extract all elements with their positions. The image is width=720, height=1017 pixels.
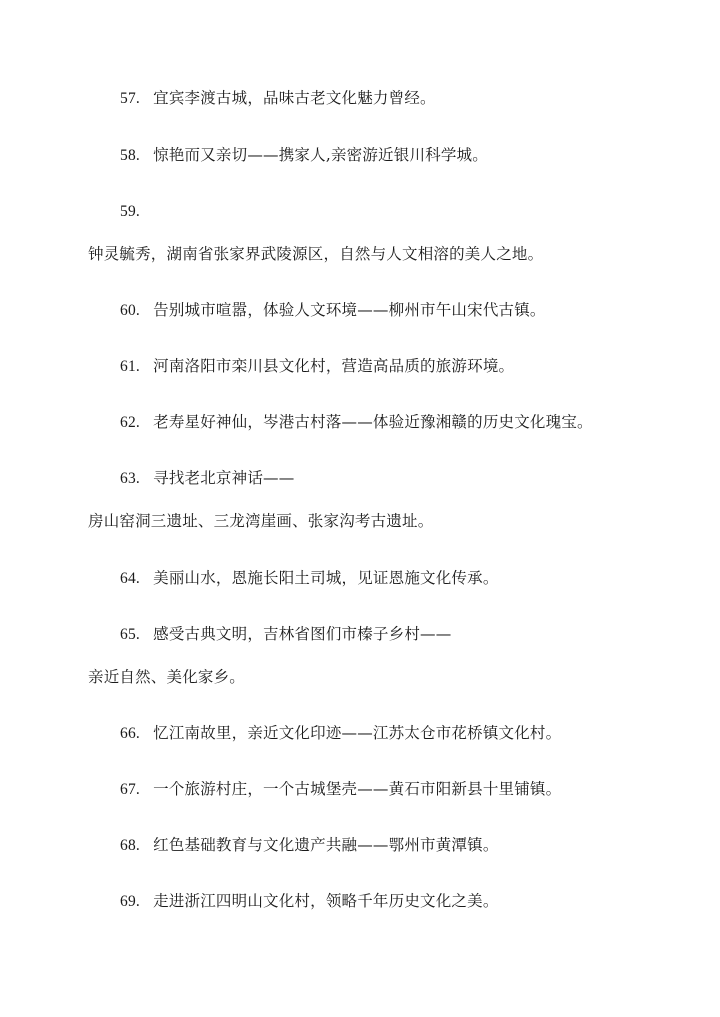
item-number: 64. — [120, 570, 140, 587]
item-text: 美丽山水，恩施长阳土司城，见证恩施文化传承。 — [153, 569, 499, 587]
item-text: 寻找老北京神话—— — [153, 469, 295, 487]
item-text: 感受古典文明，吉林省图们市榛子乡村—— — [153, 625, 452, 643]
list-item — [120, 723, 561, 744]
item-text: 河南洛阳市栾川县文化村，营造高品质的旅游环境。 — [153, 357, 515, 375]
list-item — [120, 300, 546, 321]
list-item — [120, 412, 593, 433]
item-text: 红色基础教育与文化遗产共融——鄂州市黄潭镇。 — [153, 836, 499, 854]
item-continuation: 钟灵毓秀，湖南省张家界武陵源区，自然与人文相溶的美人之地。 — [88, 245, 544, 263]
item-number: 68. — [120, 837, 140, 854]
list-item — [120, 468, 294, 489]
item-number: 66. — [120, 725, 140, 742]
list-item — [120, 568, 499, 589]
list-item — [120, 88, 436, 109]
item-number: 61. — [120, 358, 140, 375]
list-item — [120, 201, 140, 222]
item-number: 59. — [120, 203, 140, 220]
item-text: 忆江南故里，亲近文化印迹——江苏太仓市花桥镇文化村。 — [153, 724, 562, 742]
list-item — [120, 145, 488, 166]
item-text: 告别城市喧嚣，体验人文环境——柳州市午山宋代古镇。 — [153, 301, 546, 319]
list-item — [120, 835, 499, 856]
item-number: 67. — [120, 781, 140, 798]
item-text: 一个旅游村庄，一个古城堡壳——黄石市阳新县十里铺镇。 — [153, 780, 562, 798]
item-continuation: 亲近自然、美化家乡。 — [88, 668, 246, 686]
list-item — [120, 624, 451, 645]
item-number: 57. — [120, 90, 140, 107]
item-text: 宜宾李渡古城，品味古老文化魅力曾经。 — [153, 89, 436, 107]
item-text: 走进浙江四明山文化村，领略千年历史文化之美。 — [153, 892, 499, 910]
list-item — [120, 891, 499, 912]
item-number: 62. — [120, 414, 140, 431]
item-continuation: 房山窑洞三遗址、三龙湾崖画、张家沟考古遗址。 — [88, 512, 434, 530]
item-number: 69. — [120, 893, 140, 910]
item-text: 惊艳而又亲切——携家人,亲密游近银川科学城。 — [153, 146, 488, 164]
item-text: 老寿星好神仙，岑港古村落——体验近豫湘赣的历史文化瑰宝。 — [153, 413, 593, 431]
item-number: 63. — [120, 470, 140, 487]
list-item — [120, 779, 561, 800]
list-item — [120, 356, 514, 377]
item-number: 65. — [120, 626, 140, 643]
item-number: 58. — [120, 147, 140, 164]
item-number: 60. — [120, 302, 140, 319]
